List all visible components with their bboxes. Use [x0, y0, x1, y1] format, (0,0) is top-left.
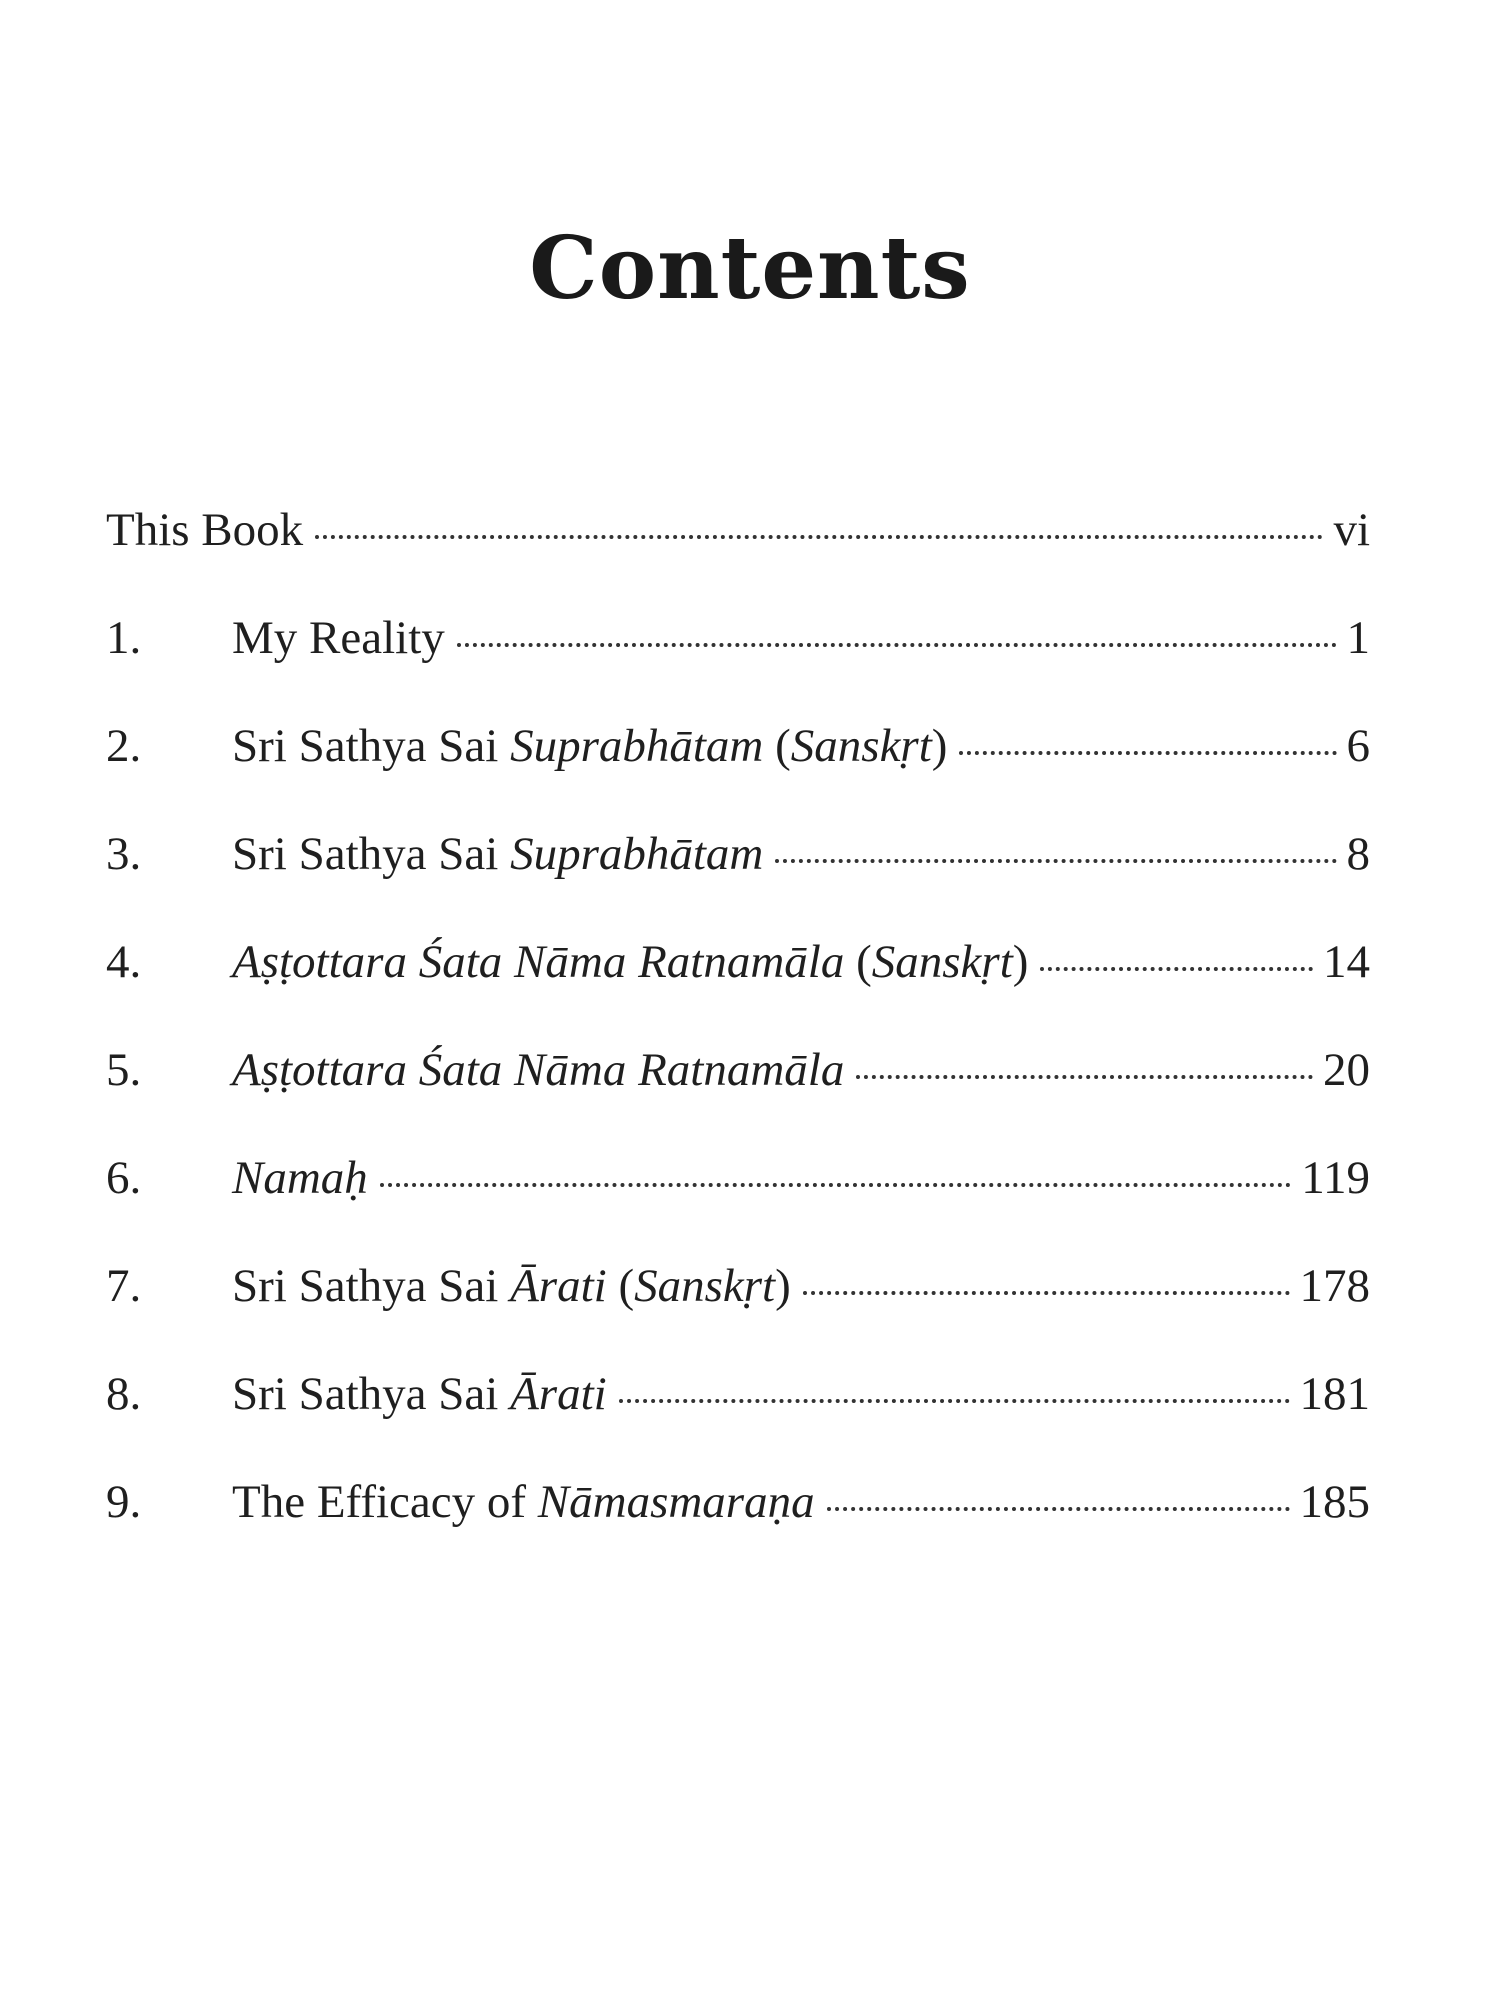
toc-entry-page-number: vi — [1333, 504, 1370, 556]
toc-entry-title-part: ( — [763, 720, 791, 772]
toc-entry-title — [106, 503, 303, 557]
toc-entry[interactable] — [106, 1259, 1370, 1367]
dot-leader — [457, 643, 1337, 647]
toc-entry-title-part: Namaḥ — [232, 1152, 368, 1204]
dot-leader — [1040, 967, 1313, 971]
dot-leader — [959, 751, 1336, 755]
toc-entry-title-part: The Efficacy of — [232, 1476, 538, 1528]
toc-entry-number: 6. — [106, 1152, 142, 1204]
toc-entry-number: 2. — [106, 720, 142, 772]
toc-entry-page-number: 178 — [1299, 1260, 1370, 1312]
toc-entry-title-part: Sanskṛt — [790, 720, 932, 772]
dot-leader — [315, 535, 1323, 539]
toc-entry-page-number: 14 — [1323, 936, 1370, 988]
toc-entry-page-number: 185 — [1299, 1476, 1370, 1528]
toc-entry[interactable] — [106, 935, 1370, 1043]
toc-entry-title-part: Sanskṛt — [634, 1260, 776, 1312]
toc-entry-page-number: 20 — [1323, 1044, 1370, 1096]
toc-entry-page-number: 8 — [1346, 828, 1370, 880]
toc-entry-title — [232, 1151, 368, 1205]
toc-entry-title-part: Aṣṭottara Śata Nāma Ratnamāla — [232, 936, 845, 988]
toc-entry-title-part: Ārati — [510, 1260, 607, 1312]
toc-entry-title-part: Sri Sathya Sai — [232, 720, 511, 772]
toc-entry-title — [232, 611, 445, 665]
toc-entry-number: 9. — [106, 1476, 142, 1528]
toc-entry[interactable] — [106, 1367, 1370, 1475]
toc-entry-title — [232, 719, 947, 773]
toc-entry-title — [232, 1259, 791, 1313]
toc-entry-page-number: 181 — [1299, 1368, 1370, 1420]
toc-entry-title-part: ) — [931, 720, 948, 772]
toc-entry-number: 3. — [106, 828, 142, 880]
toc-entry-title-part: Sri Sathya Sai — [232, 828, 511, 880]
toc-entry-title-part: ) — [1012, 936, 1029, 988]
toc-entry-page-number: 1 — [1346, 612, 1370, 664]
toc-entry-title-part: Nāmasmaraṇa — [537, 1476, 815, 1528]
page-title: Contents — [529, 218, 971, 319]
toc-entry-number: 7. — [106, 1260, 142, 1312]
toc-entry-title-part: Sri Sathya Sai — [232, 1260, 511, 1312]
table-of-contents — [106, 503, 1370, 1583]
toc-entry-number: 8. — [106, 1368, 142, 1420]
toc-entry-title-part: My Reality — [232, 612, 445, 664]
toc-entry-number: 1. — [106, 612, 142, 664]
dot-leader — [380, 1183, 1291, 1187]
toc-entry-title-part: Ārati — [510, 1368, 607, 1420]
toc-entry-title-part: This Book — [106, 504, 304, 556]
dot-leader — [775, 859, 1336, 863]
toc-entry-page-number: 119 — [1301, 1152, 1370, 1204]
toc-entry-title-part: Aṣṭottara Śata Nāma Ratnamāla — [232, 1044, 845, 1096]
toc-entry-number: 4. — [106, 936, 142, 988]
toc-entry-page-number: 6 — [1346, 720, 1370, 772]
toc-entry-title-part: Sanskṛt — [871, 936, 1013, 988]
toc-entry[interactable] — [106, 827, 1370, 935]
toc-entry[interactable] — [106, 1475, 1370, 1583]
toc-entry-title-part: Suprabhātam — [510, 828, 764, 880]
toc-entry-title-part: ( — [844, 936, 872, 988]
dot-leader — [619, 1399, 1290, 1403]
dot-leader — [803, 1291, 1290, 1295]
toc-entry-title — [232, 1367, 607, 1421]
dot-leader — [856, 1075, 1313, 1079]
toc-entry-title-part: Sri Sathya Sai — [232, 1368, 511, 1420]
toc-entry-title-part: ) — [775, 1260, 791, 1312]
toc-entry-title-part: Suprabhātam — [510, 720, 764, 772]
toc-entry-title — [232, 1043, 844, 1097]
toc-entry-title — [232, 935, 1028, 989]
toc-entry[interactable] — [106, 1043, 1370, 1151]
toc-entry[interactable] — [106, 503, 1370, 611]
toc-entry-number: 5. — [106, 1044, 142, 1096]
toc-entry-title — [232, 827, 763, 881]
toc-entry[interactable] — [106, 1151, 1370, 1259]
toc-entry-title — [232, 1475, 815, 1529]
toc-entry-title-part: ( — [606, 1260, 635, 1312]
toc-entry[interactable] — [106, 719, 1370, 827]
toc-entry[interactable] — [106, 611, 1370, 719]
dot-leader — [827, 1507, 1290, 1511]
